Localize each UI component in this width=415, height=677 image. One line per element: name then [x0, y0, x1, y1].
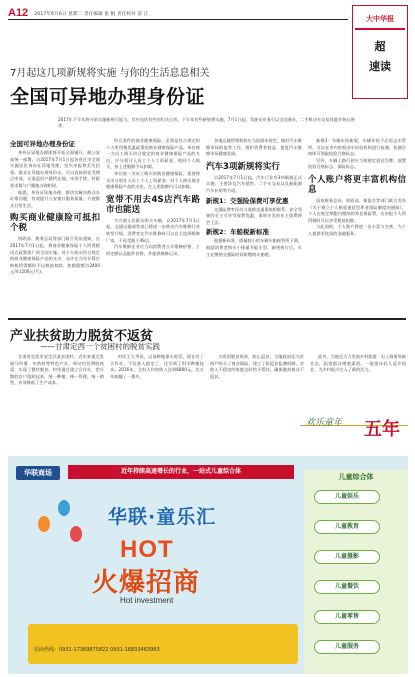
- ad-logo-text: 华联商场: [24, 469, 52, 477]
- column-paragraph: 根据新标准，排量较小的车辆车船税有所下调，鼓励消费者购买小排量节能车型。新规执行后，车主在缴纳交强险时同时缴纳车船税。: [206, 238, 302, 257]
- column-paragraph: 与此同时，个人账户将进一步丰富与完善，为个人提供更优质的金融服务。: [308, 224, 406, 236]
- ad-side-item: 儿童摄影: [314, 550, 380, 564]
- page-header: [8, 6, 348, 20]
- page-meta: 2017年6月6日 星期二 责任编辑 张 帆 责任校对 雷 江: [34, 12, 149, 17]
- ad-contact-bar: [28, 624, 298, 664]
- story-kicker: 7月起这几项新规将实施 与你的生活息息相关: [10, 68, 210, 79]
- story-lede: 2017年下半年将开始实施新规可能与，其中包括有些你们关心的，下半年有些新规将实施，7月1日起，驾驶证业务可以全国通办，二手机动车交易异地业务办理等。: [58, 117, 355, 128]
- column-paragraph: 甘肃省定西市安定区某贫困村，近年来通过发展马铃薯、中药材等特色产业，带动村民增收致富，实现了整村脱贫。村里通过建立合作社，把分散的农户组织起来，统一种植、统一管理、统一销售，有效降低了生产成本。: [10, 354, 104, 386]
- column-paragraph: 为方便人民群众购买车辆，自2017年7月1日起，交通运输部等部门将进一步推动汽车维修行业转型升级，消费者在汽车维修时可以自主选择维修厂家，不再受限于4S店。: [106, 217, 200, 243]
- column-paragraph: 据悉，身份证异地办理，将切实解决群众办证难问题，有效提升公安窗口服务质量，方便群众日常生活。: [10, 189, 100, 208]
- ad-hot-word: HOT: [120, 536, 174, 563]
- column-heading: 购买商业健康险可抵扣个税: [10, 213, 100, 234]
- second-column-1: [10, 354, 104, 387]
- column-paragraph: 另外，车辆上路行驶应当按规定悬挂号牌，放置检验合格标志、保险标志。: [308, 157, 406, 170]
- column-paragraph: 村民王大爷说，以前种地靠天吃饭，现在有了合作社，不仅收入稳定了，还学到了科学种植技术。2016年，全村人均纯收入达到6800元，比五年前翻了一番多。: [110, 354, 204, 379]
- column-subheading: 新规1：交强险保费可享优惠: [206, 196, 289, 205]
- article-column-4: [308, 138, 406, 238]
- ad-side-panel: [304, 470, 408, 674]
- column-paragraph: 符合条件的商业健康保险，必须是符合规定的个人所得税优惠政策的商业健康保险产品。单位统一为员工购买符合规定的商业健康保险产品的支出，应分别计入员工个人工资薪金，视同个人购买，按上述限额予以扣除。: [106, 138, 200, 170]
- second-column-4: [310, 354, 406, 374]
- column-paragraph: 单位统一为员工购买的商业健康保险，需要将支出分别计入员工个人工资薪金。对个人购买商业健康保险产品的支出，在上述限额内可以扣除。: [106, 170, 200, 190]
- page-number: A12: [8, 7, 29, 19]
- brand-stripe: [355, 28, 405, 30]
- second-story-headline: 产业扶贫助力脱贫不返贫: [10, 329, 154, 344]
- column-subheading: 新规2：车船税新标准: [206, 228, 270, 237]
- second-column-3: [210, 354, 304, 380]
- ad-hot-english: Hot investment: [120, 596, 174, 605]
- article-column-2: [106, 138, 200, 257]
- column-paragraph: 身份证异地办理即将开始全面铺开，据公安部统一部署，自2017年7月1日起各省区市全面实施居民身份证异地受理、挂失申报和丢失招领。群众在异地办理身份证，可以直接前往受理点申请，无需返回户籍所在地，申领手续、时限要求都与户籍地办理相同。: [10, 150, 100, 188]
- article-column-1: [10, 138, 100, 276]
- column-paragraph: 新规3：车辆年检新规，车辆年检不必再去车管所，可以在市内的机动车检验机构进行检测，检测合格即可领取检验合格标志。: [308, 138, 406, 157]
- ad-side-item: 儿童娱乐: [314, 490, 380, 504]
- column-paragraph: 各地运输管理机构应当依据本规定，做好汽车维修市场的监管工作，维护消费者权益，促进汽车维修市场健康发展。: [206, 138, 302, 157]
- ad-top-message: 近年持续高速增长的行业，一站式儿童综合体: [68, 465, 294, 479]
- brand-label-1: 超: [374, 40, 386, 53]
- column-paragraph: 自2017年7月1日起，汽车行业有3项新规正式实施，主要涉及汽车销售、二手车交易以及新能源汽车补贴等方面。: [206, 174, 302, 193]
- column-paragraph: 此外，当地还大力发展乡村旅游、电子商务等新业态，拓宽群众增收渠道。一批批年轻人返乡创业，为乡村振兴注入了新的活力。: [310, 354, 406, 373]
- second-story-subheadline: ——甘肃定西一个贫困村的脱贫实践: [40, 342, 160, 351]
- column-heading: 宽带不用去4S店汽车路市也能送: [106, 194, 200, 215]
- section-brand-box: [352, 5, 408, 99]
- column-paragraph: 财政部、税务总局等部门联合发布通知，自2017年7月1日起，将商业健康保险个人所得税试点政策推广到全国实施。对个人购买符合规定的商业健康保险产品的支出，允许在当年计算应纳税所得额时予以税前扣除，扣除限额为2400元/年(200元/月)。: [10, 236, 100, 275]
- ad-logo: [16, 466, 60, 480]
- brand-label-2: 速读: [369, 60, 391, 73]
- column-paragraph: 交强险费率浮动与道路交通事故相联系，安全驾驶的车主可享受保费优惠，事故多发的车主保费将会上浮。: [206, 206, 302, 225]
- second-column-2: [110, 354, 204, 380]
- story-headline: 全国可异地办理身份证: [10, 86, 206, 108]
- ad-phone: 招商热线：0931-17369875822 0931-16833463983: [34, 647, 160, 653]
- brand-logo: 大中华报: [366, 15, 394, 23]
- ad-side-item: 儿童服务: [314, 640, 380, 654]
- column-paragraph: 汽车维修企业应当向消费者公开维修价格、工时定额以及配件价格，并提供维修记录。: [106, 244, 200, 256]
- ad-side-item: 儿童零售: [314, 610, 380, 624]
- ad-side-item: 儿童餐饮: [314, 580, 380, 594]
- balloon-icon: [58, 500, 70, 516]
- ad-side-item: 儿童教育: [314, 520, 380, 534]
- ad-side-title: 儿童综合体: [338, 473, 374, 481]
- column-heading: 个人账户将更丰富机构信息: [308, 174, 406, 195]
- section-divider: [8, 318, 406, 320]
- ad-hot-chinese: 火爆招商: [92, 568, 201, 598]
- balloon-icon: [38, 516, 50, 532]
- column-heading: 汽车3项新规将实行: [206, 161, 280, 172]
- ad-slogan: 华联·童乐汇: [108, 506, 217, 528]
- article-column-3: [206, 138, 302, 258]
- advertisement: [8, 456, 408, 674]
- column-heading: 全国可异地办理身份证: [10, 140, 75, 148]
- column-paragraph: 国家税务总局、财政部、保监会等部门联合发布《关于建立个人税收递延型养老保险制度的通知》，个人在规定期限内缴纳的养老保险费，在申报个人所得税时可以享受税前扣除。: [308, 197, 406, 223]
- banner-script-text: 欢乐童年: [306, 418, 343, 428]
- banner-big-text: 五年: [364, 419, 400, 440]
- anniversary-banner: [300, 412, 408, 456]
- balloon-icon: [70, 526, 82, 542]
- column-paragraph: 为巩固脱贫成果，防止返贫，当地政府还为贫困户购买了商业保险，建立了防返贫监测机制，对收入不稳定的家庭及时给予帮扶，确保脱贫群众不返贫。: [210, 354, 304, 379]
